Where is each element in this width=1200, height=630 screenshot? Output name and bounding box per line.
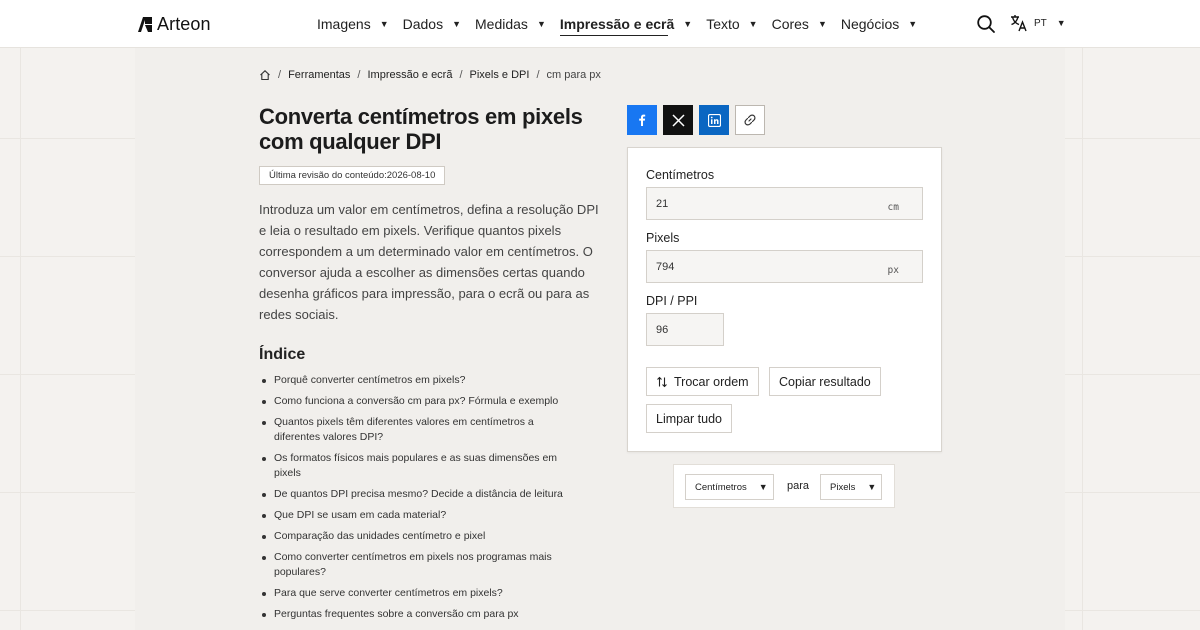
chevron-down-icon: ▼ [908, 19, 918, 29]
chevron-down-icon: ▼ [748, 19, 758, 29]
toc-item[interactable]: Comparação das unidades centímetro e pixel [259, 529, 579, 544]
centimeters-value: 21 [656, 198, 669, 210]
copy-result-label: Copiar resultado [779, 374, 871, 389]
pixels-label: Pixels [646, 231, 680, 245]
nav-item-impressao-e-ecra[interactable] [560, 0, 692, 48]
page-title: Converta centímetros em pixels com qualquer DPI [259, 104, 583, 154]
toc-item[interactable]: Que DPI se usam em cada material? [259, 508, 579, 523]
breadcrumb-current: cm para px [546, 69, 601, 81]
breadcrumb-separator: / [536, 69, 540, 81]
nav-item-imagens[interactable] [317, 0, 389, 48]
brand-name: Arteon [157, 14, 211, 34]
chevron-down-icon: ▼ [452, 19, 462, 29]
linkedin-icon [708, 114, 721, 127]
nav-item-cores[interactable] [772, 0, 827, 48]
toc-item[interactable]: Como converter centímetros em pixels nos programas mais populares? [259, 550, 579, 580]
unit-selector [673, 464, 895, 508]
chevron-down-icon: ▼ [683, 19, 693, 29]
breadcrumb-item[interactable]: Ferramentas [288, 69, 351, 81]
copy-link-button[interactable] [735, 105, 765, 135]
centimeters-unit: cm [887, 202, 899, 213]
toc-item[interactable]: Como funciona a conversão cm para px? Fórmula e exemplo [259, 394, 579, 409]
chevron-down-icon: ▼ [817, 19, 827, 29]
toc-item[interactable]: Perguntas frequentes sobre a conversão cm para px [259, 607, 579, 622]
toc-title: Índice [259, 346, 306, 363]
pixels-unit: px [887, 265, 899, 276]
pixels-value: 794 [656, 261, 675, 273]
nav-item-medidas[interactable] [475, 0, 546, 48]
intro-paragraph: Introduza um valor em centímetros, defina a resolução DPI e leia o resultado em pixels. Verifique quantos pixels correspondem a um determinado valor em centímetros. O conversor ajuda a escolher as dimensões certas quando desenha gráficos para impressão, para o ecrã ou para as redes sociais. [259, 202, 599, 322]
toc-item[interactable]: Para que serve converter centímetros em pixels? [259, 586, 579, 601]
link-icon [743, 113, 757, 127]
share-linkedin-button[interactable] [699, 105, 729, 135]
nav-item-label: Dados [402, 16, 444, 32]
facebook-icon [635, 113, 649, 127]
clear-all-label: Limpar tudo [656, 411, 723, 426]
swap-icon [656, 376, 668, 388]
nav-item-dados[interactable] [403, 0, 461, 48]
search-icon [976, 14, 996, 34]
chevron-down-icon: ▼ [758, 482, 768, 492]
translate-icon [1010, 14, 1028, 32]
from-unit-value: Centímetros [695, 481, 747, 493]
share-facebook-button[interactable] [627, 105, 657, 135]
swap-order-label: Trocar ordem [674, 374, 749, 389]
unit-connector-text: para [787, 480, 810, 492]
nav-item-label: Impressão e ecrã [559, 16, 675, 32]
centimeters-label: Centímetros [646, 168, 715, 182]
share-buttons [627, 105, 765, 135]
nav-item-label: Imagens [317, 16, 371, 32]
swap-order-button[interactable] [646, 367, 759, 396]
search-button[interactable] [976, 14, 996, 34]
chevron-down-icon: ▼ [536, 19, 546, 29]
breadcrumb-separator: / [459, 69, 463, 81]
brand-mark-icon [137, 16, 153, 33]
converter-card [627, 147, 942, 452]
x-icon [672, 114, 685, 127]
breadcrumb-item[interactable]: Impressão e ecrã [367, 69, 453, 81]
brand-logo[interactable] [137, 14, 211, 35]
centimeters-input[interactable] [646, 187, 923, 220]
dpi-input[interactable] [646, 313, 724, 346]
chevron-down-icon: ▼ [1056, 18, 1066, 28]
to-unit-select[interactable] [820, 474, 882, 500]
chevron-down-icon: ▼ [867, 482, 877, 492]
revision-badge: Última revisão do conteúdo:2026-08-10 [259, 166, 445, 185]
from-unit-select[interactable] [685, 474, 774, 500]
nav-item-label: Medidas [475, 16, 528, 32]
dpi-value: 96 [656, 324, 669, 336]
table-of-contents [259, 373, 579, 628]
toc-item[interactable]: Quantos pixels têm diferentes valores em centímetros a diferentes valores DPI? [259, 415, 579, 445]
breadcrumb-item[interactable]: Pixels e DPI [469, 69, 530, 81]
copy-result-button[interactable] [769, 367, 881, 396]
language-selector[interactable] [1010, 14, 1066, 32]
chevron-down-icon: ▼ [379, 19, 389, 29]
main-nav [317, 0, 931, 48]
nav-item-label: Texto [706, 16, 740, 32]
nav-item-label: Negócios [840, 16, 900, 32]
nav-item-negocios[interactable] [841, 0, 917, 48]
share-x-button[interactable] [663, 105, 693, 135]
nav-item-texto[interactable] [706, 0, 757, 48]
language-code: PT [1034, 17, 1047, 29]
to-unit-value: Pixels [830, 481, 856, 493]
toc-item[interactable]: De quantos DPI precisa mesmo? Decide a distância de leitura [259, 487, 579, 502]
breadcrumb-separator: / [278, 69, 282, 81]
home-icon[interactable] [259, 69, 271, 81]
dpi-label: DPI / PPI [646, 294, 698, 308]
pixels-input[interactable] [646, 250, 923, 283]
toc-item[interactable]: Os formatos físicos mais populares e as suas dimensões em pixels [259, 451, 579, 481]
toc-item[interactable]: Porquê converter centímetros em pixels? [259, 373, 579, 388]
nav-item-label: Cores [771, 16, 809, 32]
breadcrumb-separator: / [357, 69, 361, 81]
top-navigation-bar [0, 0, 1200, 48]
breadcrumb [259, 69, 601, 81]
clear-all-button[interactable] [646, 404, 732, 433]
